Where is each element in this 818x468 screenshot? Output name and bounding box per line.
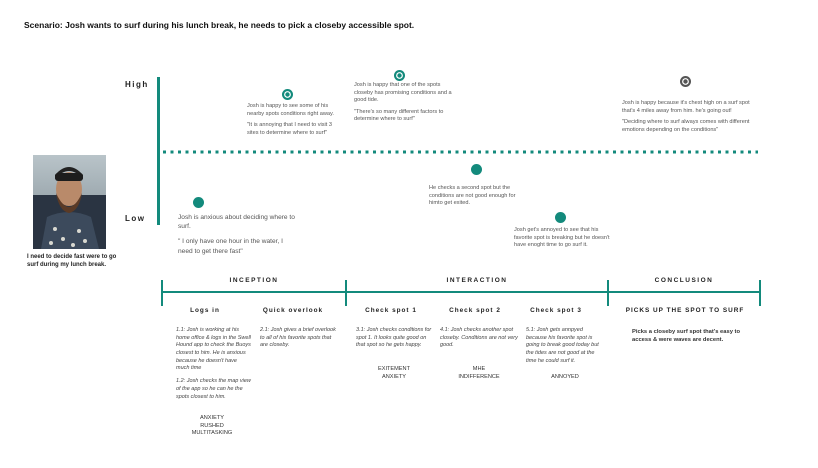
phase-conclusion: CONCLUSION (654, 277, 714, 284)
point-note-3 (354, 82, 454, 128)
emotion-point-1 (192, 196, 205, 209)
axis-label-low: Low (125, 214, 146, 223)
point-note-6-text: Josh is happy because it's chest high on a surf spot that's 4 miles away from him. he's going out! (622, 100, 750, 114)
emotion-point-3 (393, 69, 406, 82)
point-note-2 (247, 103, 343, 141)
phase-timeline (162, 291, 760, 293)
phase-divider-end (759, 280, 761, 306)
step-desc-check-spot-1-1: 3.1: Josh checks conditions for spot 1. It looks quite good on that spot so he gets happy. (356, 327, 432, 349)
point-note-2-text: Josh is happy to see some of his nearby spots conditions right away. (247, 103, 334, 117)
step-desc-check-spot-1 (356, 327, 434, 355)
step-desc-quick-overlook-1: 2.1: Josh gives a brief overlook to all of his favorite spots that are closeby. (260, 327, 336, 349)
emotion-point-2 (281, 88, 294, 101)
point-note-1-text: Josh is anxious about deciding where to surf. (178, 214, 295, 231)
vertical-axis (157, 77, 160, 225)
axis-label-high: High (125, 80, 149, 89)
step-desc-logs-in (176, 327, 251, 406)
step-emotions-logs-in: ANXIETY RUSHED MULTITASKING (191, 415, 233, 437)
phase-divider-1 (345, 280, 347, 306)
point-note-1 (178, 213, 296, 262)
point-note-4-text: He checks a second spot but the conditions are not good enough for himto get exited. (429, 185, 516, 207)
point-note-5 (514, 227, 618, 254)
point-note-2-quote: "It is annoying that I need to visit 3 sites to determine where to surf" (247, 122, 333, 136)
phase-interaction: INTERACTION (446, 277, 508, 284)
step-title-logs-in: Logs in (190, 307, 220, 314)
point-note-6 (622, 100, 756, 138)
persona-photo (33, 155, 106, 249)
point-note-3-quote: "There's so many different factors to determine where to surf" (354, 108, 444, 123)
point-note-5-text: Josh get's annoyed to see that his favorite spot is breaking but he doesn't have enoght time to go surf it. (514, 227, 610, 249)
page-title: Scenario: Josh wants to surf during his lunch break, he needs to pick a closeby accessible spot. (24, 20, 415, 30)
step-desc-logs-in-1: 1.1: Josh is working at his home office & logs in the Swell Hound app to check the Buoys closest to him. He is anxious because he doesn't have much time (176, 327, 251, 372)
step-desc-check-spot-2-1: 4.1: Josh checks another spot closeby. Conditions are not very good. (440, 327, 518, 349)
step-desc-check-spot-3-1: 5.1: Josh gets annpyed because his favorite spot is going to break good today but the tides are not good at the time he could surf it. (526, 327, 599, 364)
point-note-6-quote: "Deciding where to surf always comes with different emotions depending on the conditions" (622, 119, 750, 133)
step-desc-quick-overlook (260, 327, 338, 355)
emotion-point-5 (554, 211, 567, 224)
step-emotions-check-spot-2: MHE INDIFFERENCE (458, 366, 500, 380)
step-title-picks-spot: PICKS UP THE SPOT TO SURF (625, 307, 745, 314)
phase-inception: INCEPTION (229, 277, 279, 284)
point-note-4 (429, 185, 529, 212)
step-desc-logs-in-2: 1.2: Josh checks the map view of the app so he can he the spots closest to him. (176, 378, 251, 400)
step-title-check-spot-1: Check spot 1 (365, 307, 417, 314)
step-emotions-check-spot-1: EXITEMENT ANXIETY (377, 366, 410, 380)
step-title-check-spot-2: Check spot 2 (449, 307, 501, 314)
phase-divider-2 (607, 280, 609, 306)
emotion-point-4 (470, 163, 483, 176)
step-title-quick-overlook: Quick overlook (262, 307, 324, 314)
step-title-check-spot-3: Check spot 3 (530, 307, 582, 314)
neutral-dotted-line (162, 149, 760, 155)
phase-divider-start (161, 280, 163, 306)
step-desc-picks-spot: Picks a closeby surf spot that's easy to access & were waves are decent. (632, 329, 741, 344)
persona-caption: I need to decide fast were to go surf during my lunch break. (27, 254, 117, 269)
step-desc-check-spot-2 (440, 327, 518, 355)
step-emotions-check-spot-3: ANNOYED (551, 374, 579, 380)
point-note-3-text: Josh is happy that one of the spots closeby has promising conditions and a good tide. (354, 82, 452, 104)
step-desc-check-spot-3 (526, 327, 604, 370)
emotion-point-6 (679, 75, 692, 88)
point-note-1-quote: " I only have one hour in the water, I need to get there fast" (178, 238, 283, 255)
